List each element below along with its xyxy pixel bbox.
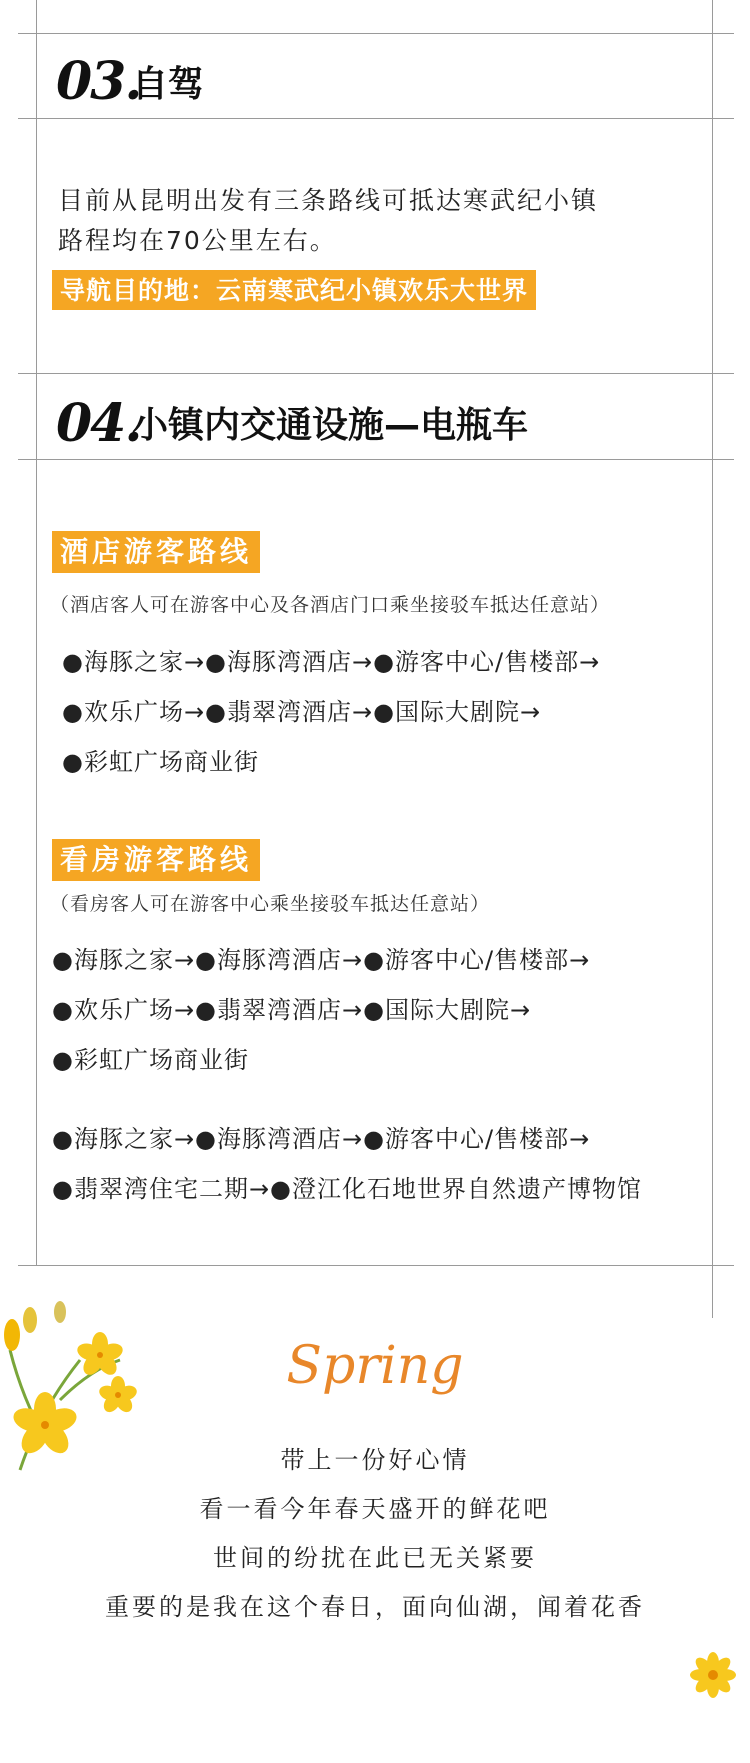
grid-line-right [712, 0, 713, 1318]
section-number: 03. [56, 51, 141, 112]
grid-line [18, 118, 734, 119]
route-note: （看房客人可在游客中心乘坐接驳车抵达任意站） [50, 893, 491, 915]
poem-line: 看一看今年春天盛开的鲜花吧 [199, 1495, 551, 1523]
navigation-highlight: 导航目的地：云南寒武纪小镇欢乐大世界 [52, 270, 536, 310]
route-label: 酒店游客路线 [52, 531, 260, 573]
route-line: ●海豚之家→●海豚湾酒店→●游客中心/售楼部→ [52, 946, 591, 974]
grid-line [18, 459, 734, 460]
route-line: ●海豚之家→●海豚湾酒店→●游客中心/售楼部→ [62, 648, 601, 676]
small-yellow-flower-icon [688, 1650, 738, 1700]
grid-line-left [36, 0, 37, 1265]
route-line: ●海豚之家→●海豚湾酒店→●游客中心/售楼部→ [52, 1125, 591, 1153]
spring-script: Spring [286, 1336, 464, 1396]
route-note: （酒店客人可在游客中心及各酒店门口乘坐接驳车抵达任意站） [50, 594, 611, 616]
route-line: ●彩虹广场商业街 [52, 1046, 249, 1074]
route-line: ●欢乐广场→●翡翠湾酒店→●国际大剧院→ [62, 698, 542, 726]
grid-line [18, 1265, 734, 1266]
route-line: ●彩虹广场商业街 [62, 748, 259, 776]
section-title: 小镇内交通设施—电瓶车 [132, 405, 529, 446]
route-line: ●欢乐广场→●翡翠湾酒店→●国际大剧院→ [52, 996, 532, 1024]
grid-line [18, 373, 734, 374]
grid-line [18, 33, 734, 34]
poem-line: 重要的是我在这个春日，面向仙湖，闻着花香 [105, 1593, 645, 1621]
poem-line: 带上一份好心情 [280, 1446, 470, 1474]
poem-line: 世间的纷扰在此已无关紧要 [213, 1544, 537, 1572]
route-label: 看房游客路线 [52, 839, 260, 881]
section-paragraph: 目前从昆明出发有三条路线可抵达寒武纪小镇 路程均在70公里左右。 [58, 186, 599, 255]
section-number: 04. [56, 393, 141, 454]
section-title: 自驾 [132, 64, 205, 105]
route-line: ●翡翠湾住宅二期→●澄江化石地世界自然遗产博物馆 [52, 1175, 642, 1203]
